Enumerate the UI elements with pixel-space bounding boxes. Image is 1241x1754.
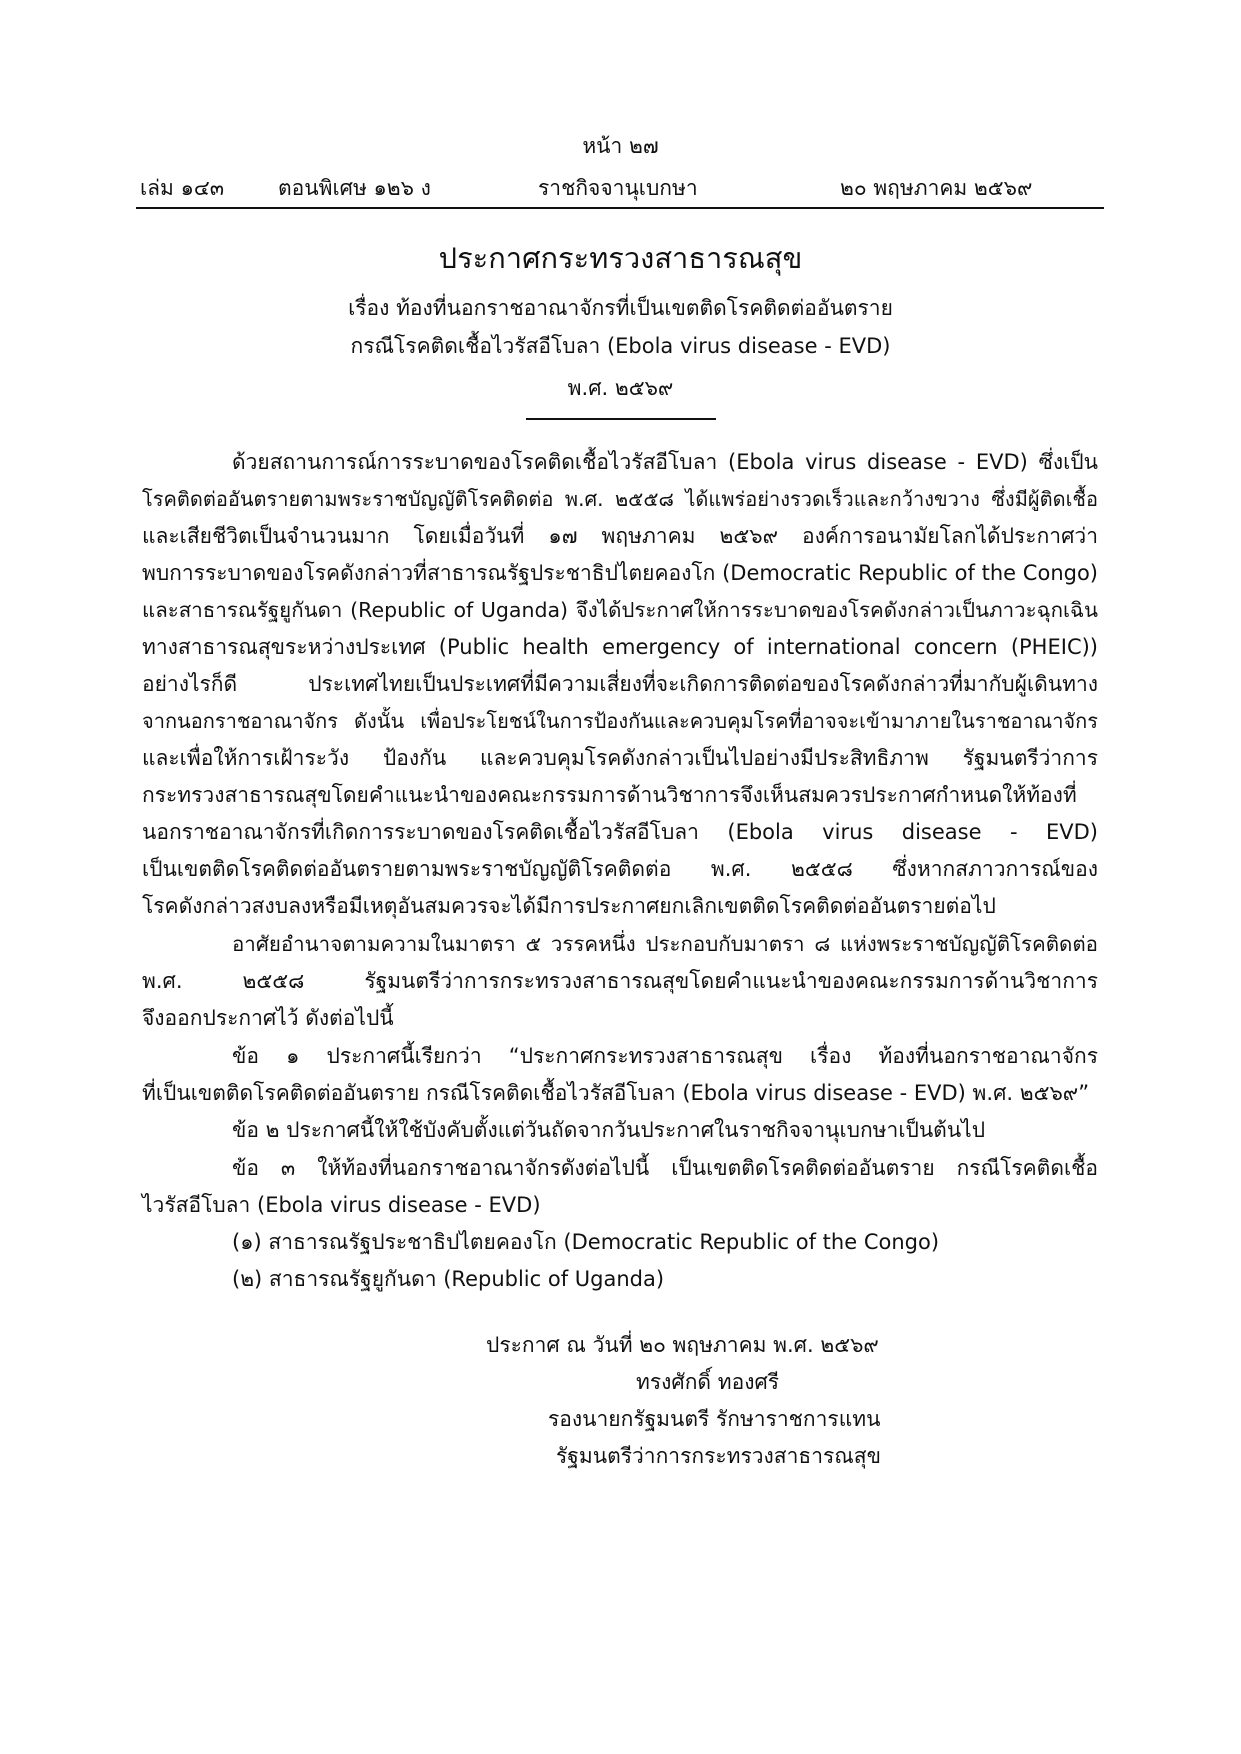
page-number: หน้า ๒๗ bbox=[582, 134, 659, 158]
announcement-year: พ.ศ. ๒๕๖๙ bbox=[567, 376, 674, 400]
body-line: ทางสาธารณสุขระหว่างประเทศ (Public health emergency of international concern (PHEIC)) bbox=[142, 635, 1098, 659]
body-line: กระทรวงสาธารณสุขโดยคำแนะนำของคณะกรรมการด้านวิชาการจึงเห็นสมควรประกาศกำหนดให้ท้องที่ bbox=[142, 783, 1077, 807]
signatory-position: รองนายกรัฐมนตรี รักษาราชการแทน bbox=[548, 1407, 881, 1431]
body-line: โรคติดต่ออันตรายตามพระราชบัญญัติโรคติดต่อ พ.ศ. ๒๕๕๘ ได้แพร่อย่างรวดเร็วและกว้างขวาง ซึ่งมีผู้ติดเชื้อ bbox=[142, 487, 1098, 511]
clause-1: ข้อ ๑ ประกาศนี้เรียกว่า “ประกาศกระทรวงสาธารณสุข เรื่อง ท้องที่นอกราชอาณาจักร bbox=[232, 1044, 1098, 1068]
body-line: โรคดังกล่าวสงบลงหรือมีเหตุอันสมควรจะได้มีการประกาศยกเลิกเขตติดโรคติดต่ออันตรายต่อไป bbox=[142, 894, 996, 918]
clause-3: ข้อ ๓ ให้ท้องที่นอกราชอาณาจักรดังต่อไปนี้ เป็นเขตติดโรคติดต่ออันตราย กรณีโรคติดเชื้อ bbox=[232, 1156, 1098, 1180]
issue-number: ตอนพิเศษ ๑๒๖ ง bbox=[278, 176, 431, 200]
body-line: และเพื่อให้การเฝ้าระวัง ป้องกัน และควบคุมโรคดังกล่าวเป็นไปอย่างมีประสิทธิภาพ รัฐมนตรีว่าการ bbox=[142, 746, 1098, 770]
clause-1-continued: ที่เป็นเขตติดโรคติดต่ออันตราย กรณีโรคติดเชื้อไวรัสอีโบลา (Ebola virus disease - EVD) พ.ศ. ๒๕๖๙” bbox=[142, 1081, 1090, 1105]
announcement-case: กรณีโรคติดเชื้อไวรัสอีโบลา (Ebola virus disease - EVD) bbox=[350, 334, 891, 358]
publication-name: ราชกิจจานุเบกษา bbox=[538, 176, 698, 200]
body-line: พบการระบาดของโรคดังกล่าวที่สาธารณรัฐประชาธิปไตยคองโก (Democratic Republic of the Congo) bbox=[142, 561, 1098, 585]
header-divider bbox=[136, 207, 1104, 209]
gazette-header bbox=[140, 172, 1100, 200]
body-line: ด้วยสถานการณ์การระบาดของโรคติดเชื้อไวรัสอีโบลา (Ebola virus disease - EVD) ซึ่งเป็น bbox=[232, 450, 1098, 474]
list-item-1: (๑) สาธารณรัฐประชาธิปไตยคองโก (Democratic Republic of the Congo) bbox=[232, 1230, 940, 1254]
announcement-subject: เรื่อง ท้องที่นอกราชอาณาจักรที่เป็นเขตติดโรคติดต่ออันตราย bbox=[348, 296, 893, 320]
body-line: อาศัยอำนาจตามความในมาตรา ๕ วรรคหนึ่ง ประกอบกับมาตรา ๘ แห่งพระราชบัญญัติโรคติดต่อ bbox=[232, 932, 1098, 956]
clause-3-continued: ไวรัสอีโบลา (Ebola virus disease - EVD) bbox=[142, 1193, 541, 1217]
signatory-ministry: รัฐมนตรีว่าการกระทรวงสาธารณสุข bbox=[556, 1444, 881, 1468]
body-line: นอกราชอาณาจักรที่เกิดการระบาดของโรคติดเชื้อไวรัสอีโบลา (Ebola virus disease - EVD) bbox=[142, 820, 1098, 844]
body-line: และเสียชีวิตเป็นจำนวนมาก โดยเมื่อวันที่ ๑๗ พฤษภาคม ๒๕๖๙ องค์การอนามัยโลกได้ประกาศว่า bbox=[142, 524, 1098, 548]
body-line: และสาธารณรัฐยูกันดา (Republic of Uganda) จึงได้ประกาศให้การระบาดของโรคดังกล่าวเป็นภาวะฉุกเฉิน bbox=[142, 598, 1098, 622]
body-line: พ.ศ. ๒๕๕๘ รัฐมนตรีว่าการกระทรวงสาธารณสุขโดยคำแนะนำของคณะกรรมการด้านวิชาการ bbox=[142, 969, 1098, 993]
volume-number: เล่ม ๑๔๓ bbox=[140, 176, 225, 200]
clause-2: ข้อ ๒ ประกาศนี้ให้ใช้บังคับตั้งแต่วันถัดจากวันประกาศในราชกิจจานุเบกษาเป็นต้นไป bbox=[232, 1118, 986, 1142]
announcement-date: ประกาศ ณ วันที่ ๒๐ พฤษภาคม พ.ศ. ๒๕๖๙ bbox=[486, 1333, 879, 1357]
announcement-title: ประกาศกระทรวงสาธารณสุข bbox=[438, 241, 803, 275]
body-line: เป็นเขตติดโรคติดต่ออันตรายตามพระราชบัญญัติโรคติดต่อ พ.ศ. ๒๕๕๘ ซึ่งหากสภาวการณ์ของ bbox=[142, 857, 1098, 881]
body-line: อย่างไรก็ดี ประเทศไทยเป็นประเทศที่มีความเสี่ยงที่จะเกิดการติดต่อของโรคดังกล่าวที่มากับผู้เดินทาง bbox=[142, 672, 1098, 696]
signatory-name: ทรงศักดิ์ ทองศรี bbox=[636, 1370, 780, 1394]
body-line: จึงออกประกาศไว้ ดังต่อไปนี้ bbox=[142, 1006, 394, 1030]
body-line: จากนอกราชอาณาจักร ดังนั้น เพื่อประโยชน์ในการป้องกันและควบคุมโรคที่อาจจะเข้ามาภายในราชอาณาจักร bbox=[142, 709, 1098, 733]
title-divider bbox=[526, 418, 716, 420]
issue-date: ๒๐ พฤษภาคม ๒๕๖๙ bbox=[840, 176, 1033, 200]
list-item-2: (๒) สาธารณรัฐยูกันดา (Republic of Uganda) bbox=[232, 1267, 665, 1291]
